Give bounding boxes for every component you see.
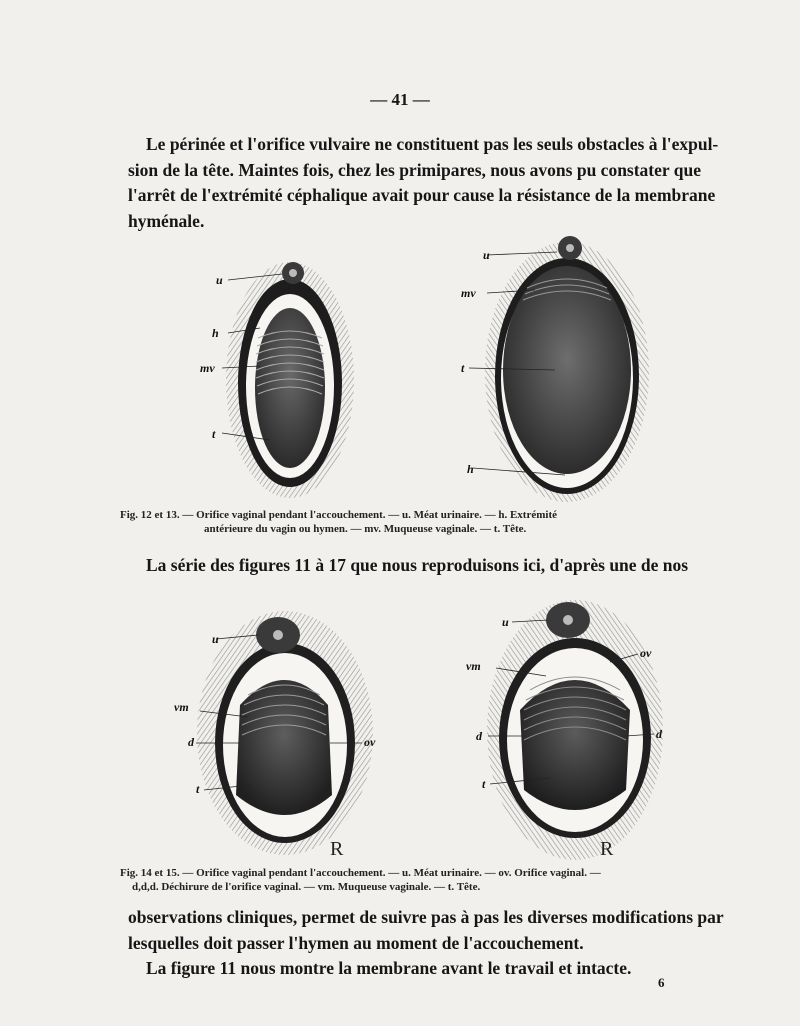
fig14-engraver-mark: R (330, 838, 344, 860)
caption-12-13-line-1: Fig. 12 et 13. — Orifice vaginal pendant l'accouchement. — u. Méat urinaire. — h. Extrémité (120, 509, 557, 521)
fig14-label-vm: vm (174, 700, 189, 714)
fig14-label-t: t (196, 782, 200, 796)
figure-12-illustration (200, 248, 360, 508)
caption-figures-12-13 (120, 508, 720, 536)
paragraph-3-line-2: lesquelles doit passer l'hymen au moment de l'accouchement. (128, 932, 584, 953)
figure-15-illustration (460, 590, 680, 865)
fig12-label-t: t (212, 427, 216, 441)
fig13-label-u: u (483, 248, 490, 262)
page-number: — 41 — (370, 90, 430, 109)
fig14-label-ov: ov (364, 735, 376, 749)
fig14-label-d: d (188, 735, 194, 749)
paragraph-2 (128, 553, 728, 579)
fig15-label-u: u (502, 615, 509, 629)
fig14-label-u: u (212, 632, 219, 646)
caption-12-13-line-2: antérieure du vagin ou hymen. — mv. Muqueuse vaginale. — t. Tête. (204, 523, 527, 535)
figure-13-illustration (455, 230, 655, 505)
fig15-label-ov: ov (640, 646, 652, 660)
paragraph-3-line-1: observations cliniques, permet de suivre pas à pas les diverses modifications par (128, 907, 724, 927)
fig13-label-h: h (467, 462, 474, 476)
paragraph-2-line-1: La série des figures 11 à 17 que nous reproduisons ici, d'après une de nos (146, 555, 689, 575)
fig15-label-vm: vm (466, 659, 481, 673)
paragraph-1-line-3: l'arrêt de l'extrémité céphalique avait pour cause la résistance de la membrane (128, 185, 716, 205)
paragraph-1-line-2: sion de la tête. Maintes fois, chez les primipares, nous avons pu constater que (128, 159, 701, 180)
paragraph-3 (128, 905, 728, 956)
fig12-label-u: u (216, 273, 223, 287)
caption-figures-14-15 (120, 866, 720, 894)
paragraph-1-line-4: hyménale. (128, 210, 205, 231)
signature-mark: 6 (658, 975, 665, 990)
caption-14-15-line-1: Fig. 14 et 15. — Orifice vaginal pendant l'accouchement. — u. Méat urinaire. — ov. Orifice vaginal. — (120, 867, 601, 879)
paragraph-4-line-1: La figure 11 nous montre la membrane avant le travail et intacte. (146, 958, 632, 978)
paragraph-4 (128, 956, 728, 982)
paragraph-1 (128, 132, 728, 234)
fig15-engraver-mark: R (600, 838, 614, 860)
fig15-label-d-left: d (476, 729, 482, 743)
figure-14-illustration (170, 605, 380, 863)
fig13-label-mv: mv (461, 286, 476, 300)
fig12-label-mv: mv (200, 361, 215, 375)
fig15-label-d-right: d (656, 727, 662, 741)
fig15-label-t: t (482, 777, 486, 791)
paragraph-1-line-1: Le périnée et l'orifice vulvaire ne constituent pas les seuls obstacles à l'expul- (146, 134, 719, 154)
fig12-label-h: h (212, 326, 219, 340)
fig13-label-t: t (461, 361, 465, 375)
caption-14-15-line-2: d,d,d. Déchirure de l'orifice vaginal. — vm. Muqueuse vaginale. — t. Tête. (132, 881, 481, 893)
